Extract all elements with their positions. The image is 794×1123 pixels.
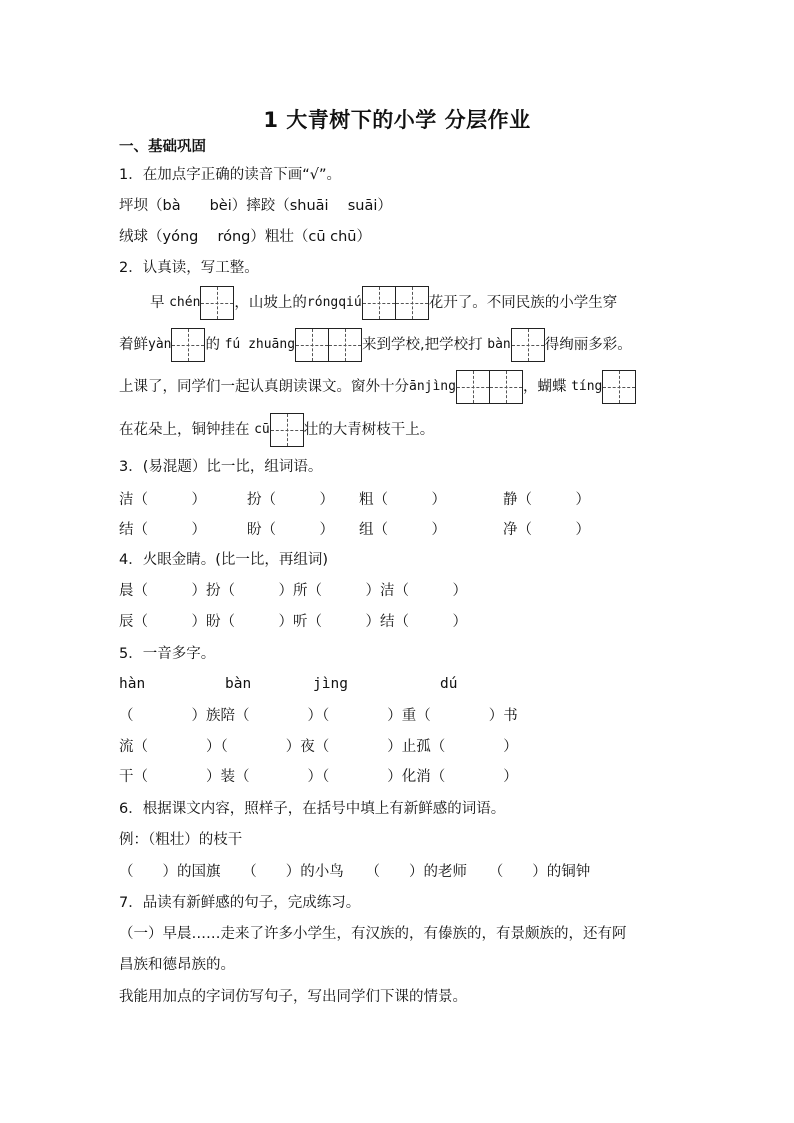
q3-cell: 净（ ） [503, 522, 590, 538]
text: 早 [150, 295, 165, 311]
q3-cell: 结（ ） [119, 522, 206, 538]
q6-prompt: 6．根据课文内容，照样子，在括号中填上有新鲜感的词语。 [119, 801, 506, 817]
writing-box[interactable] [328, 328, 362, 362]
text: 来到学校,把学校打 [362, 337, 483, 353]
q6-items: （ ）的国旗 （ ）的小鸟 （ ）的老师 （ ）的铜钟 [119, 864, 591, 880]
writing-box[interactable] [602, 370, 636, 404]
pinyin: cū [254, 422, 270, 437]
q3-cell: 盼（ ） [247, 522, 334, 538]
text: 的 [205, 337, 220, 353]
text: 花开了。不同民族的小学生穿 [428, 295, 618, 311]
q3-cell: 洁（ ） [119, 492, 206, 508]
q3-prompt: 3．(易混题）比一比，组词语。 [119, 459, 323, 475]
pinyin: fú zhuāng [224, 337, 296, 352]
text: 在花朵上，铜钟挂在 [119, 422, 250, 438]
q5-pinyin: jìng [313, 676, 348, 692]
writing-box[interactable] [362, 286, 396, 320]
pinyin: ānjìng [409, 379, 456, 394]
q5-prompt: 5．一音多字。 [119, 646, 216, 662]
q2-row-3 [119, 369, 636, 405]
pinyin: tíng [571, 379, 603, 394]
pinyin: yàn [148, 337, 172, 352]
q7-paragraph-1: （一）早晨……走来了许多小学生，有汉族的，有傣族的，有景颇族的，还有阿 [119, 926, 627, 942]
text: 着鲜 [119, 337, 148, 353]
q2-row-1 [150, 285, 617, 321]
writing-box[interactable] [511, 328, 545, 362]
text: ，蝴蝶 [522, 379, 567, 395]
q3-cell: 扮（ ） [247, 492, 334, 508]
q3-cell: 组（ ） [359, 522, 446, 538]
q4-prompt: 4．火眼金睛。(比一比，再组词) [119, 552, 329, 568]
writing-box[interactable] [171, 328, 205, 362]
q7-paragraph-3: 我能用加点的字词仿写句子，写出同学们下课的情景。 [119, 989, 467, 1005]
pinyin: chén [169, 295, 201, 310]
q3-cell: 静（ ） [503, 492, 590, 508]
section-heading: 一、基础巩固 [119, 139, 206, 155]
q5-row-3: 干（ ）装（ ）（ ）化消（ ） [119, 769, 518, 785]
q4-row-2: 辰（ ）盼（ ）听（ ）结（ ） [119, 614, 467, 630]
writing-box[interactable] [489, 370, 523, 404]
q4-row-1: 晨（ ）扮（ ）所（ ）洁（ ） [119, 583, 467, 599]
q3-cell: 粗（ ） [359, 492, 446, 508]
writing-box[interactable] [456, 370, 490, 404]
q5-pinyin: bàn [225, 676, 252, 692]
text: 得绚丽多彩。 [544, 337, 632, 353]
writing-box[interactable] [295, 328, 329, 362]
q2-prompt: 2．认真读，写工整。 [119, 260, 259, 276]
q5-row-2: 流（ ）（ ）夜（ ）止孤（ ） [119, 739, 518, 755]
q7-prompt: 7．品读有新鲜感的句子，完成练习。 [119, 895, 361, 911]
text: ，山坡上的 [234, 295, 307, 311]
q5-row-1: （ ）族陪（ ）（ ）重（ ）书 [119, 708, 518, 724]
q1-prompt: 1．在加点字正确的读音下画“√”。 [119, 167, 341, 183]
q5-pinyin: hàn [119, 676, 146, 692]
writing-box[interactable] [270, 413, 304, 447]
q5-pinyin: dú [440, 676, 458, 692]
writing-box[interactable] [200, 286, 234, 320]
q7-paragraph-2: 昌族和德昂族的。 [119, 957, 235, 973]
q1-line-2: 绒球（yóng róng）粗壮（cū chū） [119, 229, 371, 245]
writing-box[interactable] [395, 286, 429, 320]
pinyin: bàn [487, 337, 511, 352]
q2-row-4 [119, 412, 434, 448]
pinyin: róngqiú [306, 295, 362, 310]
text: 壮的大青树枝干上。 [303, 422, 435, 438]
text: 上课了，同学们一起认真朗读课文。窗外十分 [119, 379, 409, 395]
q6-example: 例：（粗壮）的枝干 [119, 832, 243, 848]
q1-line-1: 坪坝（bà bèi）摔跤（shuāi suāi） [119, 198, 392, 214]
q2-row-2 [119, 327, 632, 363]
page-title: 1 大青树下的小学 分层作业 [263, 108, 531, 132]
